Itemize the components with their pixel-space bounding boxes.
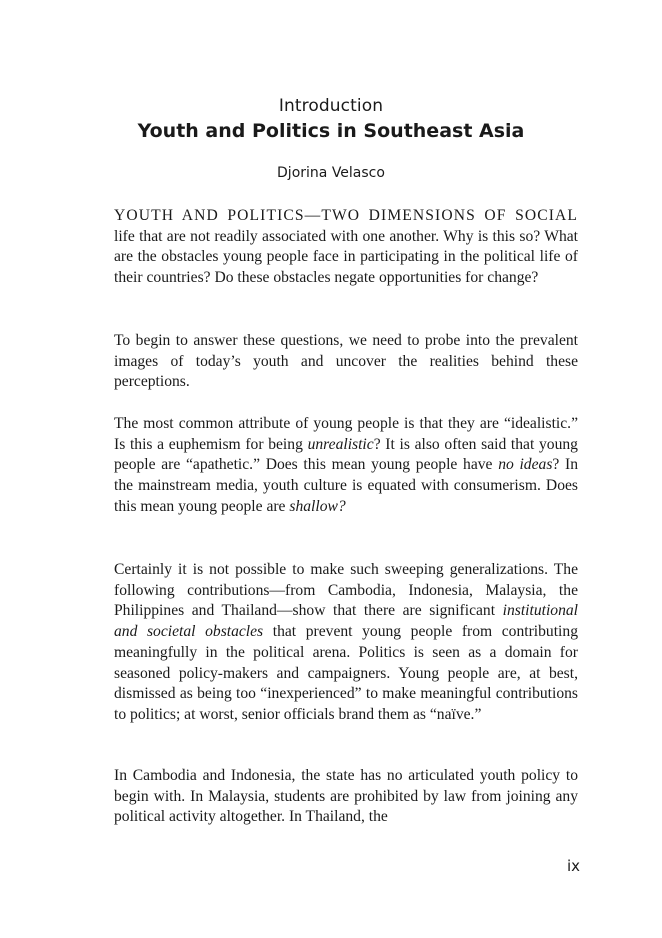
paragraph-3-emphasis-1: unrealistic [307, 435, 374, 453]
paragraph-3-part-1: The most common attribute of young people is that they are “idealistic.” Is this a euphemism for being [114, 415, 578, 453]
chapter-title: Youth and Politics in Southeast Asia [137, 120, 525, 142]
paragraph-1-text: life that are not readily associated with one another. Why is this so? What are the obstacles young people face in participating in the political life of their countries? Do these obstacles negate opportunities for change? [114, 227, 578, 287]
paragraph-2: To begin to answer these questions, we need to probe into the prevalent images of today’s youth and uncover the realities behind these perceptions. [114, 332, 578, 391]
section-label: Introduction [278, 96, 384, 116]
paragraph-4-part-2: that prevent young people from contributing meaningfully in the political arena. Politics is seen as a domain for seasoned policy-makers and campaigners. Young people are, at best, dismissed as being too “inexperienced” to make meaningful contributions to politics; at worst, senior officials brand them as “naïve.” [114, 623, 578, 723]
paragraph-4 [114, 560, 578, 726]
paragraph-3-emphasis-2: no ideas [498, 456, 553, 474]
paragraph-3-emphasis-3: shallow? [289, 497, 346, 515]
paragraph-5: In Cambodia and Indonesia, the state has no articulated youth policy to begin with. In Malaysia, students are prohibited by law from joining any political activity altogether. In Thailand, the [114, 767, 578, 826]
paragraph-3-part-2: ? It is also often said that young people are “apathetic.” Does this mean young people have [114, 435, 578, 474]
paragraph-3-part-3: ? In the mainstream media, youth culture is equated with consumerism. Does this mean young people are [114, 456, 578, 515]
paragraph-3 [114, 414, 578, 518]
paragraph-4-part-1: Certainly it is not possible to make such sweeping generalizations. The following contributions—from Cambodia, Indonesia, Malaysia, the Philippines and Thailand—show that there are significant [114, 561, 578, 620]
page-number: ix [566, 857, 580, 875]
paragraph-1 [114, 206, 578, 289]
paragraph-1-lead-caps: YOUTH AND POLITICS—TWO DIMENSIONS OF SOCIAL [114, 207, 578, 224]
paragraph-4-emphasis-1: institutional and societal obstacles [114, 602, 579, 641]
author-name: Djorina Velasco [277, 165, 385, 181]
